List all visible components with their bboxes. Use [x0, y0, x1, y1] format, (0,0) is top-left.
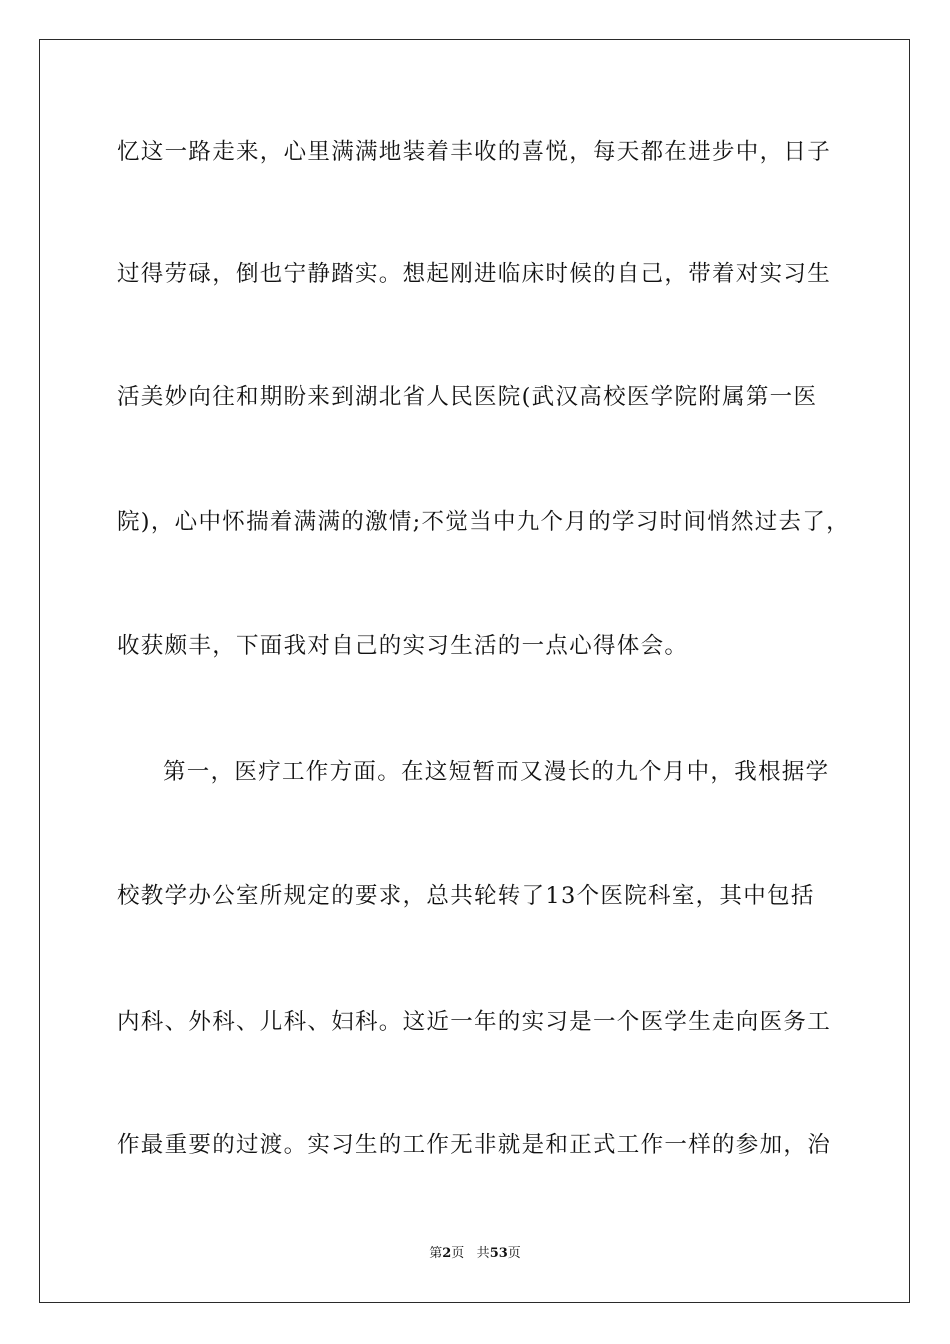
footer-total-suffix: 页: [507, 1246, 521, 1261]
footer-page-number: 2: [442, 1246, 452, 1261]
footer-page-suffix: 页: [451, 1246, 465, 1261]
footer-total-pages: 53: [489, 1246, 508, 1261]
footer-page-prefix: 第: [429, 1246, 443, 1261]
page-footer: [0, 1246, 950, 1262]
text-line-3: 活美妙向往和期盼来到湖北省人民医院(武汉高校医学院附属第一医: [117, 384, 818, 410]
text-line-4: 院)，心中怀揣着满满的激情;不觉当中九个月的学习时间悄然过去了，: [117, 509, 850, 535]
text-line-8: 内科、外科、儿科、妇科。这近一年的实习是一个医学生走向医务工: [117, 1009, 832, 1035]
text-line-5: 收获颇丰，下面我对自己的实习生活的一点心得体会。: [117, 633, 689, 659]
text-line-6: 第一，医疗工作方面。在这短暂而又漫长的九个月中，我根据学: [163, 759, 830, 785]
text-line-1: 忆这一路走来，心里满满地装着丰收的喜悦，每天都在进步中，日子: [117, 139, 832, 165]
page-border: [39, 39, 910, 1303]
footer-total-prefix: 共: [476, 1246, 490, 1261]
text-line-9: 作最重要的过渡。实习生的工作无非就是和正式工作一样的参加，治: [117, 1132, 832, 1158]
text-line-2: 过得劳碌，倒也宁静踏实。想起刚进临床时候的自己，带着对实习生: [117, 261, 832, 287]
text-line-7: 校教学办公室所规定的要求，总共轮转了13个医院科室，其中包括: [117, 883, 815, 909]
